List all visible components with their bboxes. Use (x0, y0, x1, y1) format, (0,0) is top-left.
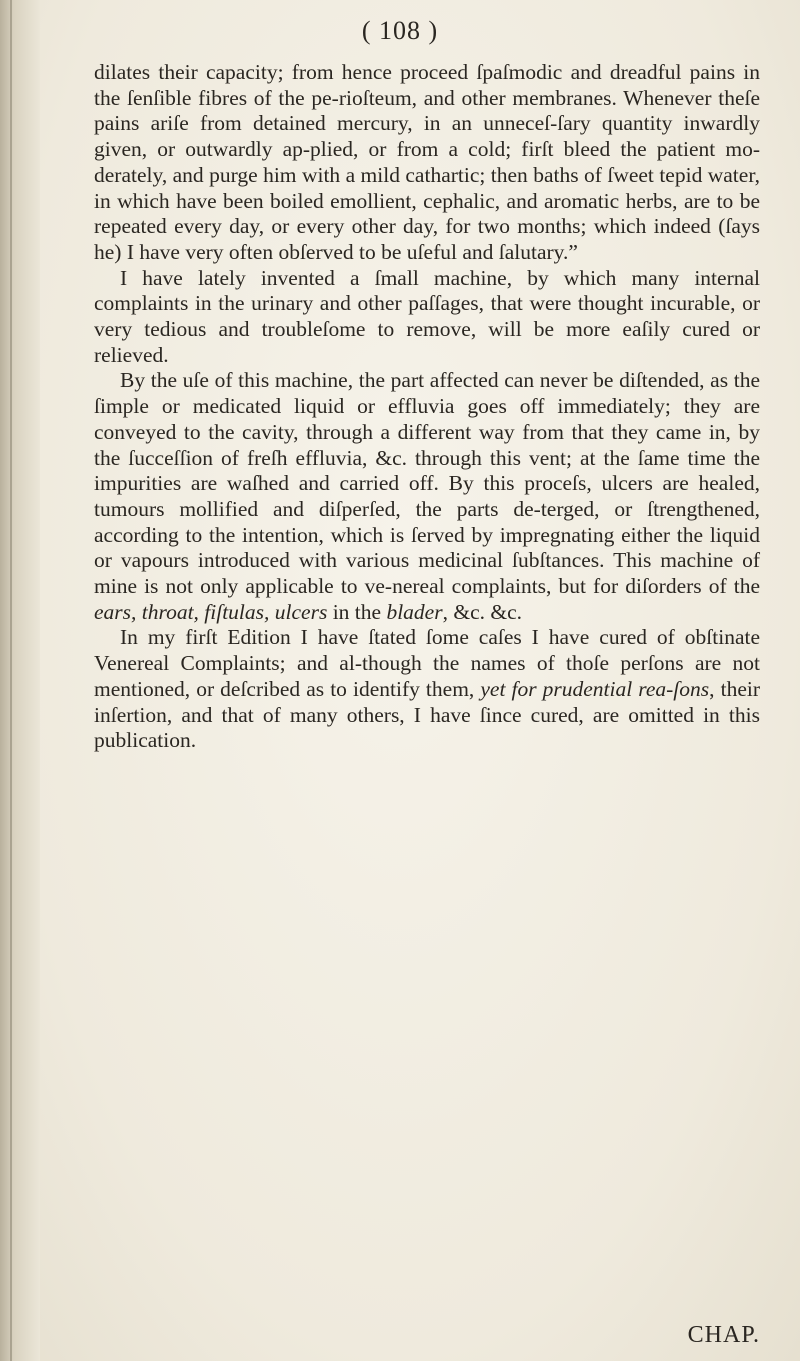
paragraph-2-text: I have lately invented a ſmall machine, by which many internal complaints in the urinary and other paſſages, that were thought incurable, or very tedious and troubleſome to remove, will be more eaſily cured or relieved. (94, 265, 760, 367)
paragraph-3 (94, 368, 760, 625)
catchword: CHAP. (687, 1322, 760, 1348)
paragraph-4-italic-reasons: yet for prudential rea-ſons (480, 676, 710, 701)
page-binding-edge (0, 0, 40, 1361)
paragraph-3-text-end: , &c. &c. (442, 599, 523, 624)
paragraph-4-text-end: , their inſertion, and that of many others, I have ſince cured, are omitted in this publication. (94, 676, 760, 753)
paragraph-4-text: In my firſt Edition I have ſtated ſome caſes I have cured of obſtinate Venereal Complaints; and al-though the names of thoſe perſons are not mentioned, or deſcribed as to identify them, (94, 625, 760, 701)
page-number: ( 108 ) (361, 16, 439, 45)
body-text (94, 60, 760, 754)
paragraph-4 (94, 625, 760, 754)
paragraph-1-text: dilates their capacity; from hence proceed ſpaſmodic and dreadful pains in the ſenſible fibres of the pe-rioſteum, and other membranes. Whenever theſe pains ariſe from detained mercury, in an unneceſ-ſary quantity inwardly given, or outwardly ap-plied, or from a cold; firſt bleed the patient mo-derately, and purge him with a mild cathartic; then baths of ſweet tepid water, in which have been boiled emollient, cephalic, and aromatic herbs, are to be repeated every day, or every other day, for two months; which indeed (ſays he) I have very often obſerved to be uſeful and ſalutary.” (94, 60, 760, 264)
paragraph-3-italic-blader: blader (386, 599, 443, 624)
paragraph-1 (94, 60, 760, 266)
page-binding-line (10, 0, 12, 1361)
paragraph-3-text-in: in the (327, 599, 387, 624)
paragraph-3-italic-organs: ears, throat, fiſtulas, ulcers (94, 599, 328, 624)
paragraph-2 (94, 266, 760, 369)
paragraph-3-text: By the uſe of this machine, the part affected can never be diſtended, as the ſimple or medicated liquid or effluvia goes off immediately; they are conveyed to the cavity, through a different way from that they came in, by the ſucceſſion of freſh effluvia, &c. through this vent; at the ſame time the impurities are waſhed and carried off. By this proceſs, ulcers are healed, tumours mollified and diſperſed, the parts de-terged, or ſtrengthened, according to the intention, which is ſerved by impregnating either the liquid or vapours introduced with various medicinal ſubſtances. This machine of mine is not only applicable to ve-nereal complaints, but for diſorders of the (94, 368, 760, 599)
